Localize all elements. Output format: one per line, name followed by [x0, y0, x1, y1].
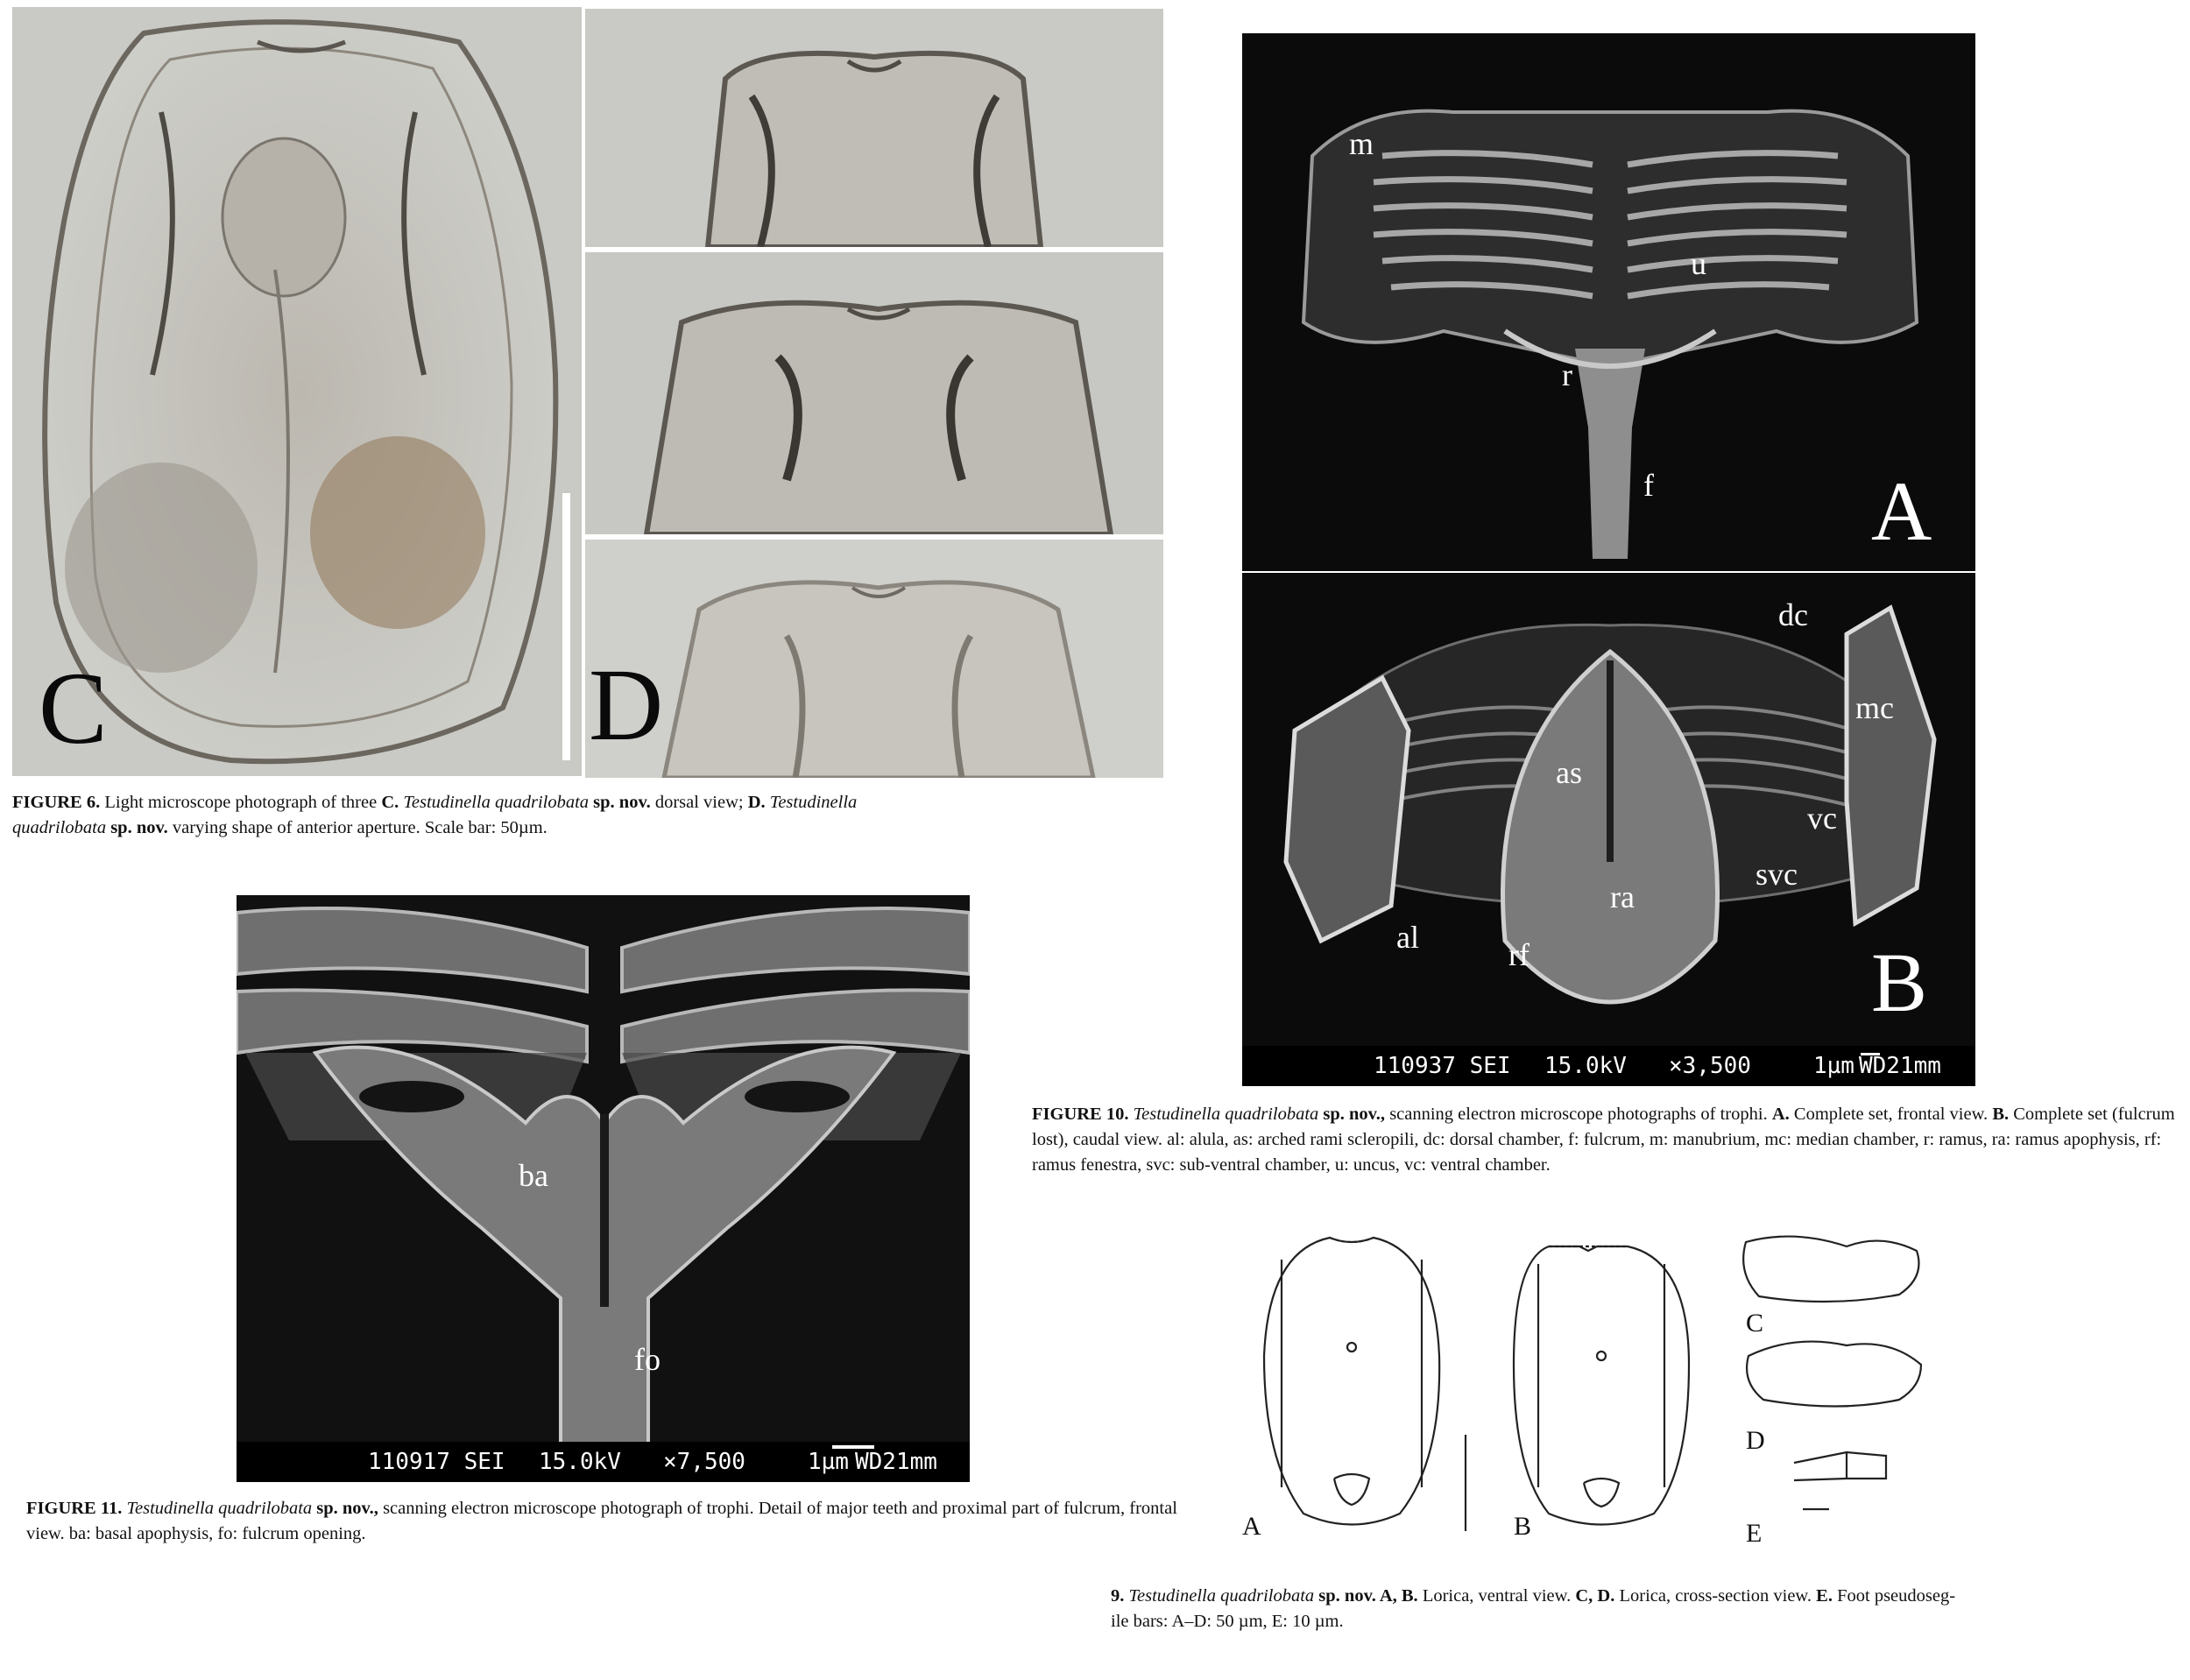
- sem-working-distance: WD21mm: [855, 1449, 937, 1475]
- drawing-d-outline: [1747, 1342, 1921, 1407]
- drawing-label-a: A: [1242, 1512, 1261, 1541]
- figure6-panel-c: [12, 7, 582, 776]
- figure9-drawings: [1233, 1225, 1953, 1566]
- sem-voltage: 15.0kV: [1544, 1053, 1627, 1079]
- label-ra: ra: [1610, 879, 1635, 914]
- figure11-caption: FIGURE 11. Testudinella quadrilobata sp. nov., scanning electron microscope photograph of trophi. Detail of major teeth and proximal part of fulcrum, frontal view. ba: basal apophysis, fo: fulcrum opening.: [26, 1499, 1177, 1544]
- label-vc: vc: [1807, 801, 1837, 836]
- label-u: u: [1691, 246, 1706, 281]
- drawing-a-outline: [1264, 1238, 1439, 1525]
- label-as: as: [1556, 755, 1582, 790]
- anterior-aperture-photo-1: [585, 9, 1163, 247]
- figure6-caption: FIGURE 6. Light microscope photograph of three C. Testudinella quadrilobata sp. nov. dorsal view; D. Testudinella quadrilobata sp. nov. varying shape of anterior aperture. Scale bar: 50µm.: [12, 793, 858, 838]
- figure10-caption: FIGURE 10. Testudinella quadrilobata sp. nov., scanning electron microscope photographs of trophi. A. Complete set, frontal view. B. Complete set (fulcrum lost), caudal view. al: alula, as: arched rami scleropili, dc: dorsal chamber, f: fulcrum, m: manubrium, mc: median chamber, r: ramus, ra: ramus apophysis, rf: ramus fenestra, svc: sub-ventral chamber, u: uncus, vc: ventral chamber.: [1032, 1105, 2175, 1175]
- label-rf: rf: [1508, 937, 1529, 972]
- label-fo: fo: [634, 1342, 661, 1377]
- label-al: al: [1396, 920, 1419, 955]
- figure9-caption: 9. Testudinella quadrilobata sp. nov. A, B. Lorica, ventral view. C, D. Lorica, cross-section view. E. Foot pseudoseg- ile bars: A–D: 50 µm, E: 10 µm.: [1111, 1586, 1956, 1632]
- label-dc: dc: [1778, 597, 1808, 632]
- trophi-caudal-sem: [1242, 573, 1975, 1086]
- figure6-panel-d-top: [585, 9, 1163, 247]
- drawing-label-c: C: [1746, 1309, 1764, 1338]
- sem-magnification: ×3,500: [1669, 1053, 1751, 1079]
- label-m: m: [1349, 126, 1374, 161]
- label-f: f: [1643, 468, 1654, 503]
- drawing-label-d: D: [1746, 1426, 1765, 1455]
- sem-id: 110917 SEI: [368, 1449, 505, 1475]
- drawing-c-outline: [1743, 1237, 1918, 1302]
- trophi-frontal-sem: [1242, 33, 1975, 571]
- drawing-label-b: B: [1514, 1512, 1532, 1541]
- anterior-aperture-photo-2: [585, 252, 1163, 534]
- label-r: r: [1562, 357, 1572, 392]
- figure10-panel-b: [1242, 573, 1975, 1086]
- trophi-detail-sem: [237, 895, 970, 1482]
- panel-d-label: D: [589, 647, 664, 762]
- drawing-e-foot: [1794, 1452, 1886, 1480]
- sem-scale: 1µm: [808, 1449, 849, 1475]
- sem-voltage: 15.0kV: [539, 1449, 621, 1475]
- label-svc: svc: [1756, 857, 1798, 892]
- figure11-panel: [237, 895, 970, 1482]
- sem-scale: 1µm: [1813, 1053, 1854, 1079]
- figure6-panel-d-bottom: [585, 540, 1163, 778]
- sem-working-distance: WD21mm: [1859, 1053, 1941, 1079]
- figure10-panel-a: [1242, 33, 1975, 571]
- sem-magnification: ×7,500: [663, 1449, 745, 1475]
- panel-a-label: A: [1871, 464, 1932, 558]
- lorica-line-drawings: [1233, 1225, 1953, 1566]
- label-mc: mc: [1855, 690, 1894, 725]
- anterior-aperture-photo-3: [585, 540, 1163, 778]
- sem-databar-fig10: [1242, 1046, 1975, 1086]
- label-ba: ba: [519, 1158, 548, 1193]
- drawing-b-outline: [1514, 1246, 1689, 1525]
- sem-databar-fig11: [237, 1442, 970, 1482]
- drawing-label-e: E: [1746, 1519, 1763, 1548]
- panel-c-label: C: [39, 651, 108, 766]
- figure6-panel-d-middle: [585, 252, 1163, 534]
- panel-b-label: B: [1871, 935, 1928, 1029]
- sem-id: 110937 SEI: [1374, 1053, 1511, 1079]
